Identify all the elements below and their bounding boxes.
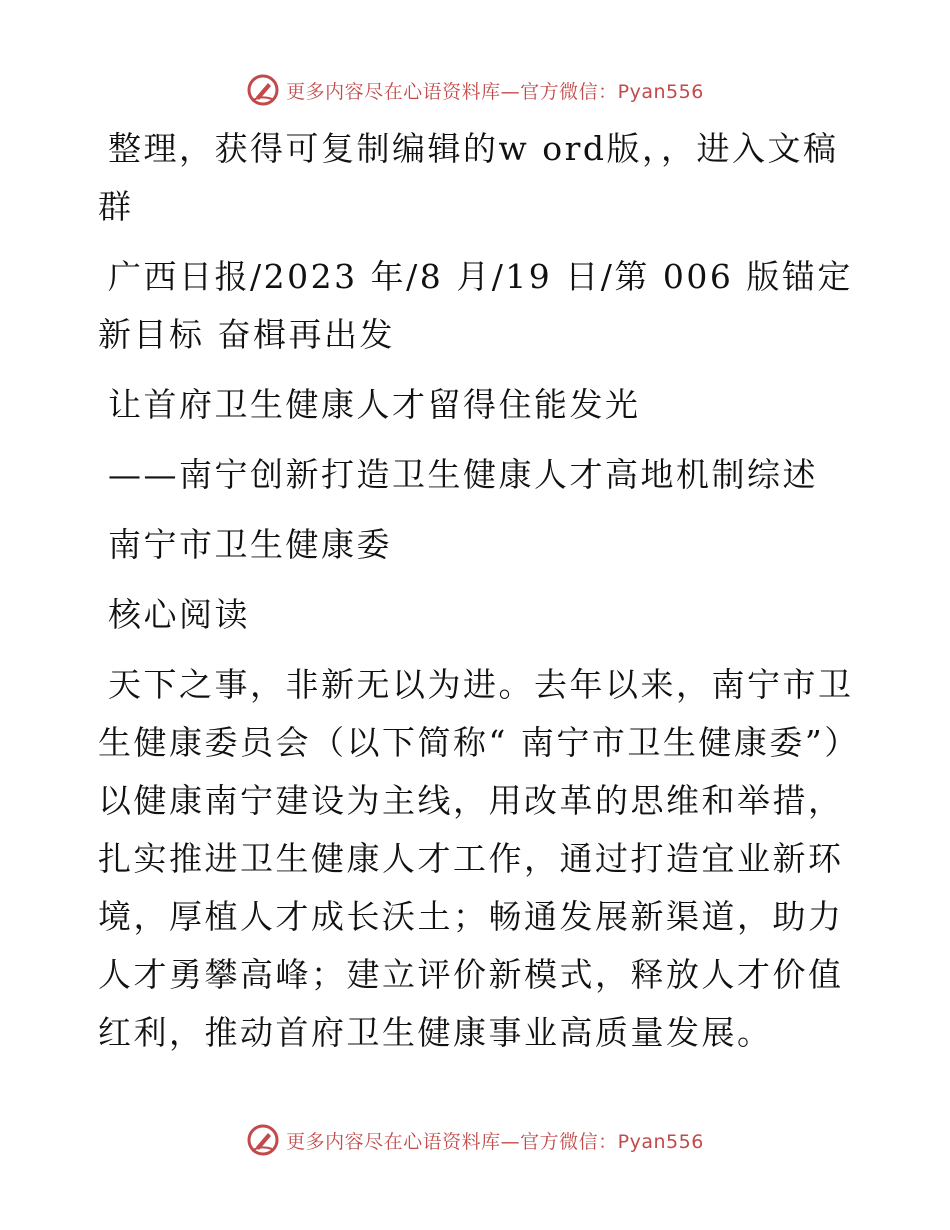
pen-seal-icon bbox=[246, 1123, 280, 1157]
section-heading: 核心阅读 bbox=[108, 595, 250, 634]
article-subtitle: ——南宁创新打造卫生健康人才高地机制综述 bbox=[108, 455, 818, 494]
article-title: 让首府卫生健康人才留得住能发光 bbox=[108, 385, 641, 424]
article-author: 南宁市卫生健康委 bbox=[108, 525, 392, 564]
paragraph-body: 天下之事，非新无以为进。去年以来，南宁市卫生健康委员会（以下简称“ 南宁市卫生健康委”）以健康南宁建设为主线，用改革的思维和举措，扎实推进卫生健康人才工作，通过打造宜业新环境，厚植人才成长沃土；畅通发展新渠道，助力人才勇攀高峰；建立评价新模式，释放人才价值红利，推动首府卫生健康事业高质量发展。 bbox=[98, 665, 854, 1052]
footer-watermark bbox=[0, 1120, 950, 1160]
header-watermark bbox=[0, 70, 950, 110]
paragraph-source: 广西日报/2023 年/8 月/19 日/第 006 版锚定新目标 奋楫再出发 bbox=[98, 257, 853, 354]
pen-seal-icon bbox=[246, 73, 280, 107]
document-body bbox=[98, 120, 858, 1074]
watermark-text: 更多内容尽在心语资料库—官方微信：Pyan556 bbox=[286, 1130, 704, 1153]
watermark-text: 更多内容尽在心语资料库—官方微信：Pyan556 bbox=[286, 80, 704, 103]
paragraph-intro: 整理，获得可复制编辑的w ord版，，进入文稿群 bbox=[98, 129, 839, 226]
